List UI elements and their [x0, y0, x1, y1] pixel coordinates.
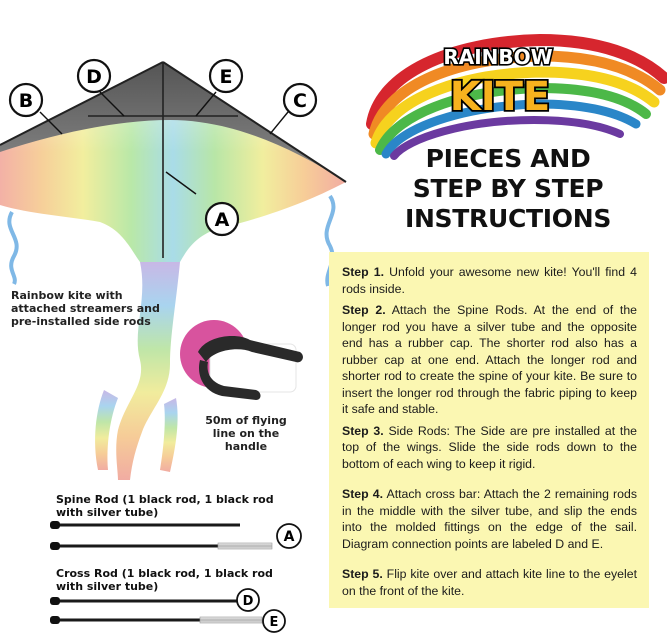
label-e-rod: [263, 610, 285, 632]
cross-rod-label: [56, 567, 273, 593]
svg-text:A: A: [214, 209, 230, 231]
left-streamer: [9, 212, 16, 284]
step-text: Flip kite over and attach kite line to the eyelet on the front of the kite.: [342, 567, 637, 598]
spine-rod-label: [56, 493, 274, 519]
line-caption-line: line on the: [212, 427, 280, 440]
step-text: Unfold your awesome new kite! You'll find 4 rods inside.: [342, 265, 637, 296]
label-e: [210, 60, 242, 92]
kite-caption: [11, 289, 160, 328]
heading-line-3: INSTRUCTIONS: [404, 204, 612, 233]
tail-tassel-left: [95, 390, 118, 470]
step-text: Side Rods: The Side are pre installed at the top of the wings. Slide the side rods down to the bottom of each wing to keep it rigid.: [342, 423, 637, 471]
step-title: Step 2.: [342, 303, 386, 317]
spine-rod-long: [50, 542, 272, 550]
kite-caption-line: pre-installed side rods: [11, 315, 151, 328]
cross-rod-long: [50, 616, 262, 624]
spine-rod-label-line: with silver tube): [56, 506, 159, 519]
tail-tassel-right: [160, 398, 178, 472]
step-3: [342, 423, 637, 473]
step-title: Step 5.: [342, 567, 383, 581]
svg-text:A: A: [283, 529, 295, 545]
label-a: [206, 203, 238, 235]
flying-line-caption: [196, 414, 296, 453]
svg-text:B: B: [18, 90, 34, 112]
step-text: Attach the Spine Rods. At the end of the longer rod you have a silver tube and the opposite end has a rubber cap. The shorter rod also has a rubber cap at one end. Attach the longer rod and shorter rod to create the spine of your kite. Be sure to insert the longer rod through the fabric piping to keep it safe and stable.: [342, 303, 637, 416]
cross-rod-short: [50, 597, 240, 605]
svg-text:E: E: [219, 66, 233, 88]
step-2: [342, 302, 637, 418]
label-a-rod: [277, 524, 301, 548]
step-4: [342, 486, 637, 552]
cross-rod-label-line: with silver tube): [56, 580, 159, 593]
line-caption-line: handle: [224, 440, 268, 453]
logo-word-rainbow: RAINBOW: [443, 45, 553, 69]
spine-rod-short: [50, 521, 240, 529]
page-heading: [388, 144, 628, 234]
rainbow-kite-logo: [372, 40, 664, 156]
step-text: Attach cross bar: Attach the 2 remaining rods in the middle with the silver tube, and slip the ends into the molded fittings on the edge of the sail. Diagram connection points are labeled D and E.: [342, 487, 637, 551]
svg-text:D: D: [86, 66, 102, 88]
svg-text:E: E: [269, 615, 279, 630]
label-b: [10, 84, 42, 116]
step-title: Step 1.: [342, 265, 384, 279]
cross-rod-label-line: Cross Rod (1 black rod, 1 black rod: [56, 567, 273, 580]
step-title: Step 4.: [342, 487, 384, 501]
label-d: [78, 60, 110, 92]
spine-rod-label-line: Spine Rod (1 black rod, 1 black rod: [56, 493, 274, 506]
label-c: [284, 84, 316, 116]
step-title: Step 3.: [342, 423, 384, 438]
heading-line-1: PIECES AND: [425, 144, 591, 173]
pointer-c: [270, 112, 288, 134]
svg-text:C: C: [293, 90, 307, 112]
logo-word-kite: KITE: [449, 74, 551, 120]
line-handle-illustration: [180, 320, 303, 400]
kite-caption-line: attached streamers and: [11, 302, 160, 315]
instructions-panel: [329, 252, 649, 608]
heading-line-2: STEP BY STEP: [412, 174, 604, 203]
step-5: [342, 566, 637, 599]
step-1: [342, 264, 637, 297]
kite-caption-line: Rainbow kite with: [11, 289, 123, 302]
svg-text:D: D: [242, 594, 254, 609]
line-caption-line: 50m of flying: [205, 414, 287, 427]
